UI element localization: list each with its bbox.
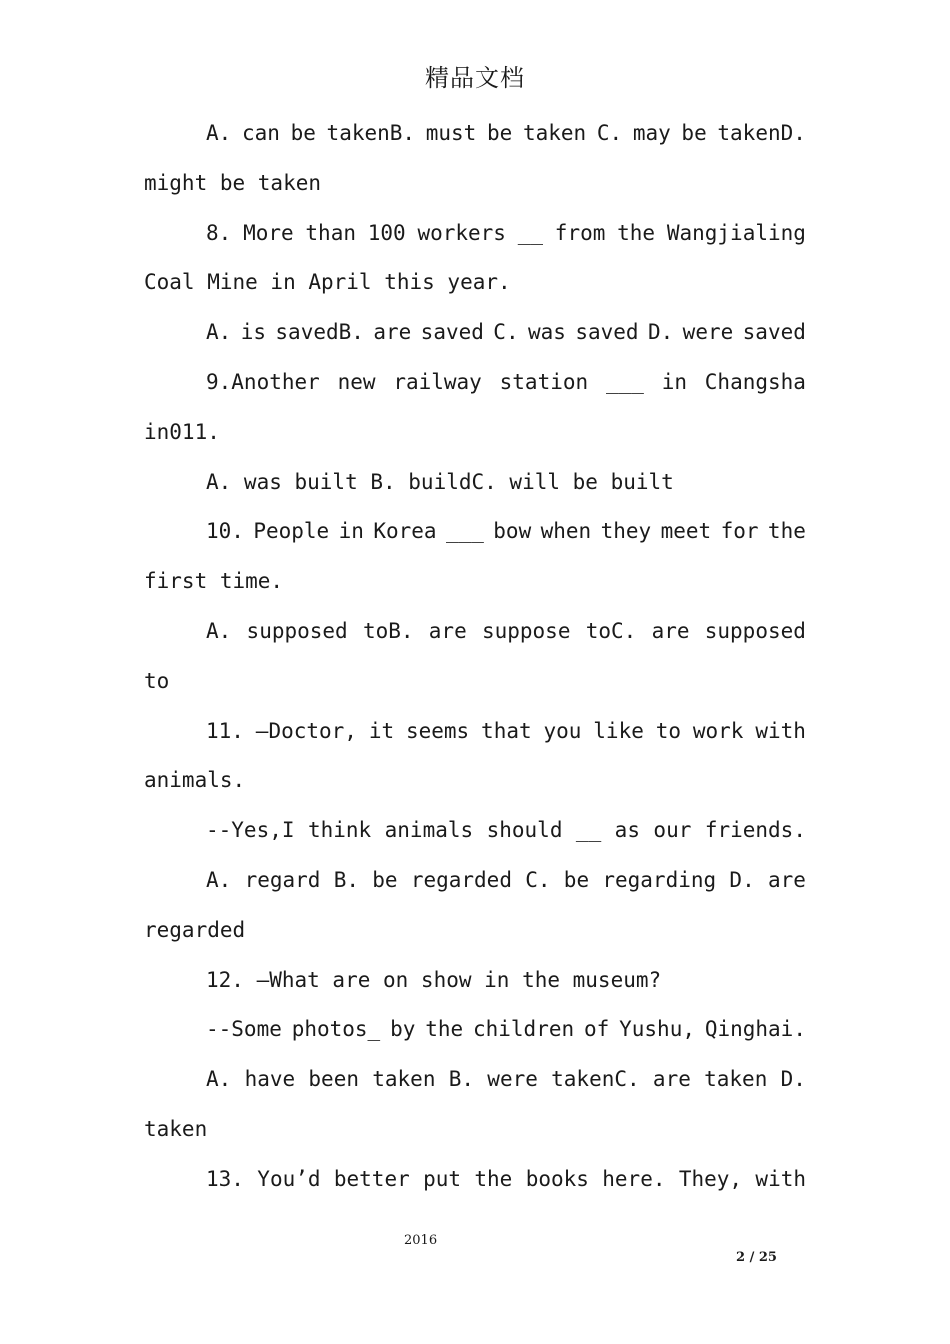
- word: workers: [417, 220, 506, 245]
- word: A.: [206, 1067, 232, 1092]
- word: B.: [448, 1067, 475, 1092]
- word: A.: [206, 121, 232, 145]
- word: are: [651, 618, 690, 643]
- word: A.: [206, 320, 232, 345]
- word: A.: [206, 618, 232, 643]
- word: D.: [780, 1067, 806, 1092]
- word: More: [243, 220, 294, 245]
- text-line: [144, 115, 806, 165]
- word: B.: [333, 867, 359, 892]
- word: ___: [605, 369, 644, 394]
- word: C.: [596, 121, 623, 145]
- word: saved: [742, 320, 806, 345]
- word: like: [593, 718, 644, 743]
- word: takenB.: [326, 121, 416, 145]
- word: the: [617, 220, 656, 245]
- word: You’d: [257, 1166, 321, 1191]
- word: when: [540, 519, 592, 544]
- word: Qinghai.: [704, 1017, 806, 1042]
- word: with: [755, 718, 806, 743]
- word: They,: [678, 1166, 743, 1191]
- word: toB.: [362, 618, 414, 643]
- text-line: [144, 513, 806, 563]
- word: photos_: [291, 1017, 381, 1042]
- word: taken: [522, 121, 587, 145]
- word: can: [241, 121, 280, 145]
- word: are: [652, 1067, 691, 1092]
- word: from: [554, 220, 606, 245]
- word: D.: [729, 867, 755, 892]
- word: for: [720, 519, 759, 544]
- word: –Doctor,: [255, 718, 357, 743]
- word: our: [653, 818, 692, 843]
- text-line: [144, 812, 806, 862]
- word: station: [499, 369, 589, 394]
- word: taken: [372, 1067, 436, 1092]
- word: to: [655, 718, 682, 743]
- word: saved: [420, 320, 484, 345]
- word: D.: [647, 320, 674, 345]
- word: than: [305, 220, 356, 245]
- text-line: [144, 215, 806, 265]
- text-line: [144, 613, 806, 663]
- word: 9.Another: [206, 369, 320, 394]
- word: better: [333, 1166, 410, 1191]
- word: suppose: [481, 618, 571, 643]
- word: are: [767, 867, 806, 892]
- word: must: [425, 121, 477, 145]
- word: 11.: [206, 718, 244, 743]
- text-line: in011.: [144, 419, 220, 444]
- text-line: animals.: [144, 768, 246, 793]
- word: should: [486, 818, 563, 843]
- word: friends.: [704, 818, 806, 843]
- word: are: [428, 618, 467, 643]
- text-line: [144, 713, 806, 763]
- text-line: [144, 1161, 806, 1211]
- word: it: [368, 718, 395, 743]
- text-line: [144, 364, 806, 414]
- word: think: [307, 818, 372, 843]
- text-line: first time.: [144, 569, 284, 594]
- word: C.: [493, 320, 519, 345]
- word: as: [614, 818, 640, 843]
- word: work: [692, 718, 744, 743]
- word: 13.: [206, 1166, 244, 1191]
- word: you: [543, 718, 582, 743]
- word: children: [472, 1017, 575, 1042]
- word: Yushu,: [619, 1017, 695, 1042]
- word: A.: [206, 867, 232, 892]
- word: Changsha: [704, 369, 806, 394]
- word: in: [661, 369, 687, 394]
- word: new: [337, 369, 376, 394]
- word: be: [290, 121, 316, 145]
- word: animals: [384, 818, 474, 843]
- word: supposed: [246, 618, 348, 643]
- word: they: [600, 519, 652, 544]
- word: saved: [575, 320, 639, 345]
- word: --Some: [206, 1017, 282, 1042]
- word: __: [575, 818, 602, 843]
- word: by: [390, 1017, 416, 1042]
- word: People: [253, 519, 330, 544]
- text-line: [144, 862, 806, 912]
- text-line: to: [144, 668, 170, 693]
- word: meet: [660, 519, 712, 544]
- word: supposed: [704, 618, 806, 643]
- word: takenD.: [717, 121, 806, 145]
- word: the: [767, 519, 806, 544]
- word: 8.: [206, 220, 232, 245]
- word: 100: [367, 220, 406, 245]
- page-header-title: 精品文档: [425, 64, 525, 92]
- word: the: [474, 1166, 513, 1191]
- word: with: [755, 1166, 806, 1191]
- word: be: [563, 867, 590, 892]
- word: bow: [493, 519, 532, 544]
- text-line: regarded: [144, 917, 246, 942]
- word: may: [632, 121, 671, 145]
- word: in: [338, 519, 364, 544]
- word: __: [517, 220, 544, 245]
- text-line: [144, 1061, 806, 1111]
- word: here.: [602, 1166, 666, 1191]
- word: C.: [525, 867, 551, 892]
- word: railway: [393, 369, 482, 394]
- word: that: [481, 718, 532, 743]
- text-line: 12. –What are on show in the museum?: [206, 967, 662, 992]
- word: toC.: [585, 618, 637, 643]
- text-line: A. was built B. buildC. will be built: [206, 469, 674, 494]
- word: were: [487, 1067, 538, 1092]
- word: the: [425, 1017, 464, 1042]
- word: been: [308, 1067, 359, 1092]
- word: Wangjialing: [666, 220, 806, 245]
- word: is: [240, 320, 266, 345]
- word: ___: [445, 519, 484, 544]
- word: regarded: [410, 867, 512, 892]
- word: was: [528, 320, 566, 345]
- word: be: [486, 121, 513, 145]
- word: 10.: [206, 519, 244, 544]
- word: put: [423, 1166, 462, 1191]
- text-line: [144, 1011, 806, 1061]
- word: Korea: [373, 519, 437, 544]
- word: books: [525, 1166, 589, 1191]
- text-line: might be taken: [144, 170, 322, 195]
- footer-year: 2016: [404, 1233, 438, 1248]
- word: be: [372, 867, 398, 892]
- word: be: [681, 121, 707, 145]
- word: regarding: [602, 867, 717, 892]
- word: takenC.: [551, 1067, 640, 1092]
- word: regard: [244, 867, 321, 892]
- text-line: taken: [144, 1116, 208, 1141]
- word: seems: [405, 718, 470, 743]
- word: of: [583, 1017, 610, 1042]
- word: taken: [704, 1067, 768, 1092]
- word: are: [373, 320, 412, 345]
- word: have: [244, 1067, 296, 1092]
- page-number: 2 / 25: [736, 1250, 777, 1265]
- word: --Yes,I: [206, 818, 295, 843]
- document-body: [144, 115, 806, 1211]
- word: were: [682, 320, 734, 345]
- text-line: Coal Mine in April this year.: [144, 270, 511, 295]
- text-line: [144, 314, 806, 364]
- word: savedB.: [275, 320, 364, 345]
